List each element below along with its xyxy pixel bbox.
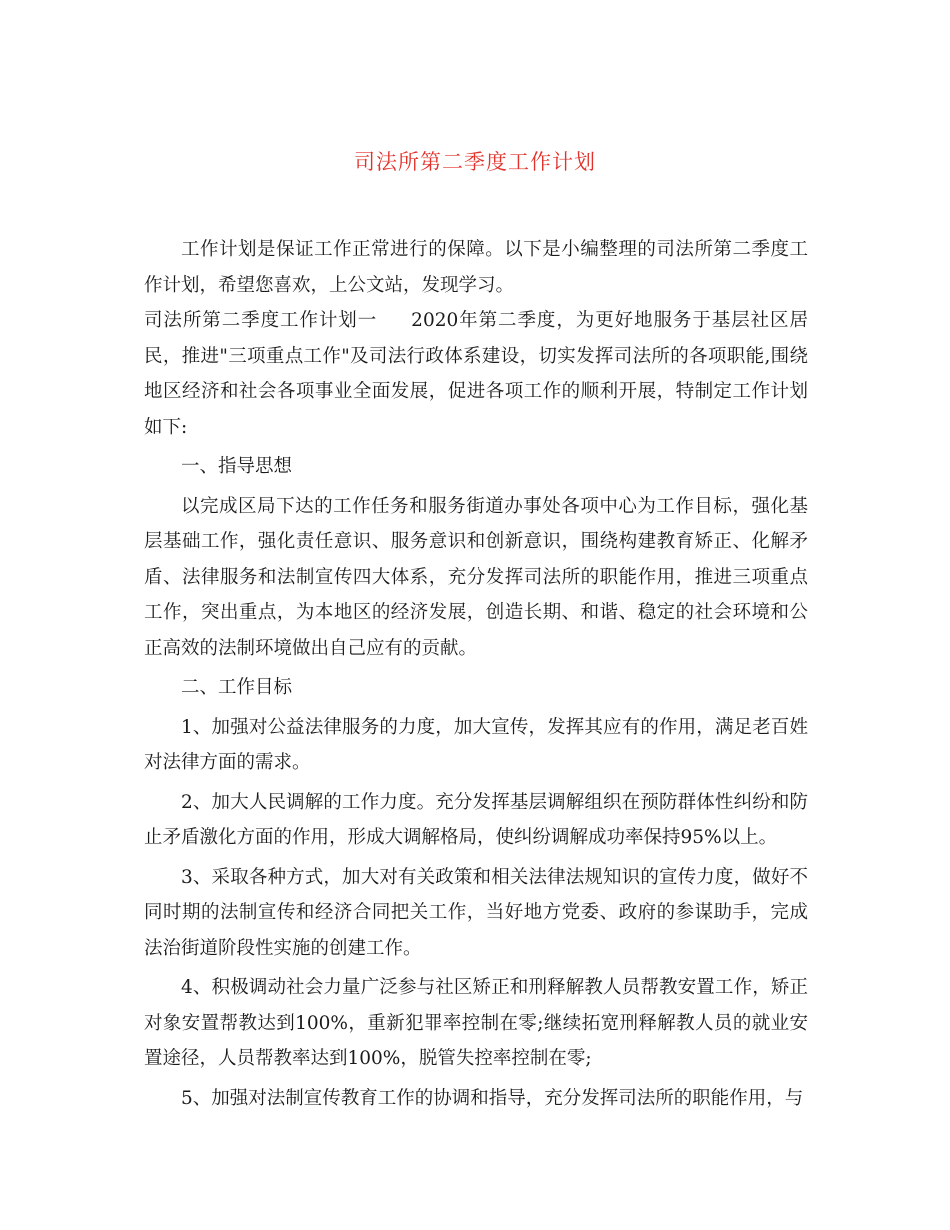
- section1-heading: 一、指导思想: [181, 456, 293, 477]
- goal-item-3: 3、采取各种方式，加大对有关政策和相关法律法规知识的宣传力度，做好不同时期的法制宣传和经济合同把关工作，当好地方党委、政府的参谋助手，完成法治街道阶段性实施的创建工作。: [144, 866, 808, 959]
- goal-item-2: 2、加大人民调解的工作力度。充分发挥基层调解组织在预防群体性纠纷和防止矛盾激化方面的作用，形成大调解格局，使纠纷调解成功率保持95%以上。: [144, 791, 808, 848]
- section1-paragraph: 以完成区局下达的工作任务和服务街道办事处各项中心为工作目标，强化基层基础工作，强化责任意识、服务意识和创新意识，围绕构建教育矫正、化解矛盾、法律服务和法制宣传四大体系，充分发挥司法所的职能作用，推进三项重点工作，突出重点，为本地区的经济发展，创造长期、和谐、稳定的社会环境和公正高效的法制环境做出自己应有的贡献。: [144, 495, 808, 659]
- plan-heading: 司法所第二季度工作计划一: [144, 310, 378, 331]
- goal-item-1: 1、加强对公益法律服务的力度，加大宣传，发挥其应有的作用，满足老百姓对法律方面的需求。: [144, 716, 808, 773]
- document-title: 司法所第二季度工作计划: [354, 150, 596, 174]
- plan-opening-text: 2020年第二季度，为更好地服务于基层社区居民，推进"三项重点工作"及司法行政体系建设，切实发挥司法所的各项职能,围绕地区经济和社会各项事业全面发展，促进各项工作的顺利开展，特制定工作计划如下:: [144, 310, 808, 438]
- document-body: [144, 232, 808, 1116]
- plan-opening-paragraph: [144, 303, 808, 445]
- goal-item-4: 4、积极调动社会力量广泛参与社区矫正和刑释解教人员帮教安置工作，矫正对象安置帮教达到100%，重新犯罪率控制在零;继续拓宽刑释解教人员的就业安置途径，人员帮教率达到100%，脱管失控率控制在零;: [144, 977, 808, 1069]
- section2-heading: 二、工作目标: [181, 677, 293, 698]
- intro-paragraph: 工作计划是保证工作正常进行的保障。以下是小编整理的司法所第二季度工作计划，希望您喜欢，上公文站，发现学习。: [144, 239, 808, 296]
- goal-item-5: 5、加强对法制宣传教育工作的协调和指导，充分发挥司法所的职能作用，与: [181, 1087, 804, 1109]
